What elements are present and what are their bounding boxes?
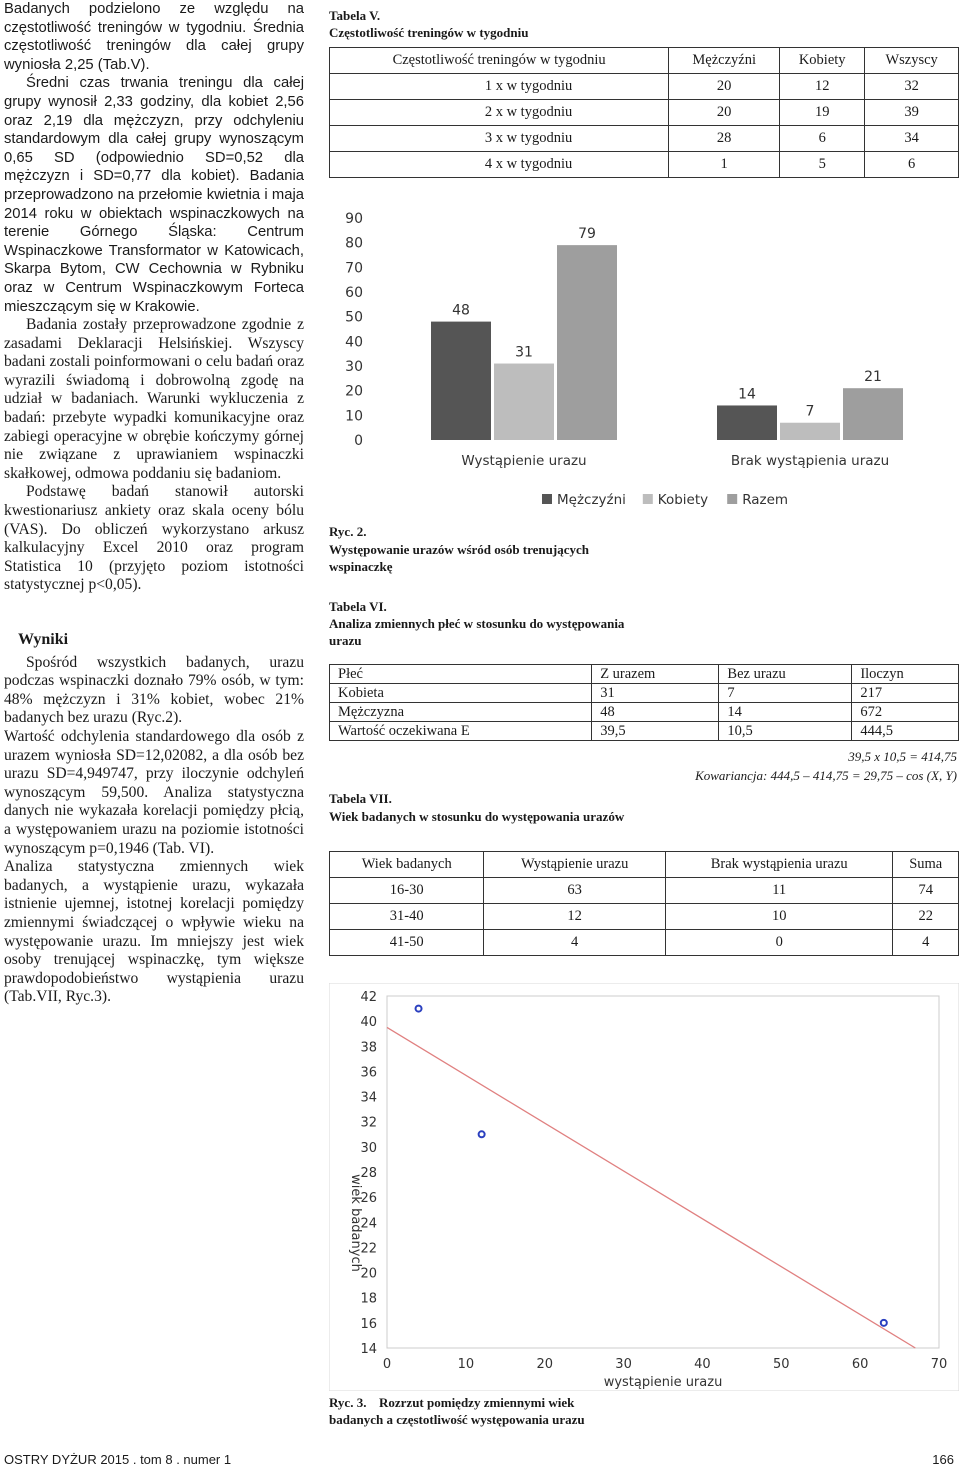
- y-tick-label: 0: [354, 433, 363, 449]
- x-tick-label: 50: [773, 1357, 790, 1372]
- table-cell: 5: [780, 152, 865, 178]
- bar-data-label: 31: [515, 344, 533, 361]
- table-cell: 11: [665, 878, 893, 904]
- legend-entry: Mężczyźni: [557, 492, 626, 508]
- table-row: [330, 152, 959, 178]
- bar: [843, 388, 903, 440]
- y-tick-label: 22: [360, 1241, 377, 1257]
- table6-header: Z urazem: [592, 665, 719, 684]
- fig2-caption: Występowanie urazów wśród osób trenujących wspinaczkę: [329, 542, 589, 574]
- table-cell: 39,5: [592, 722, 719, 741]
- left-column: [4, 0, 304, 1007]
- table-cell: 444,5: [852, 722, 959, 741]
- table7-title: Wiek badanych w stosunku do występowania urazów: [329, 809, 625, 824]
- y-tick-label: 90: [345, 211, 363, 227]
- table-cell: 217: [852, 684, 959, 703]
- table7-header: Wystąpienie urazu: [484, 852, 666, 878]
- paragraph-ethics: Badania zostały przeprowadzone zgodnie z zasadami Deklaracji Helsińskiej. Wszyscy badani zostali poinformowani o celu badań oraz wyrazili świadomą i dobrowolną zgodę na udział w badaniach. Warunki wykluczenia z badań: przebyte wypadki komunikacyjne oraz zabiegi operacyjne w obrębie kończymy górnej nie związane z uprawianiem wspinaczki skałkowej, odmowa poddaniu się badaniom.: [4, 316, 304, 482]
- y-axis-label: wiek badanych: [348, 1174, 363, 1272]
- scatter-point: [479, 1131, 485, 1137]
- table-cell: 6: [865, 152, 959, 178]
- y-tick-label: 40: [360, 1015, 377, 1031]
- y-tick-label: 30: [345, 359, 363, 375]
- scatter-point: [416, 1006, 422, 1012]
- y-tick-label: 38: [360, 1040, 377, 1056]
- table7: [329, 851, 959, 956]
- table-cell: 31: [592, 684, 719, 703]
- paragraph-results-injury: Spośród wszystkich badanych, urazu podczas wspinaczki doznało 79% osób, w tym: 48% mężczyzn i 31% kobiet, wobec 21% badanych bez urazu (Ryc.2).: [4, 653, 304, 727]
- x-category-label: Wystąpienie urazu: [461, 453, 587, 469]
- table7-header: Suma: [893, 852, 959, 878]
- y-tick-label: 34: [360, 1090, 377, 1106]
- table5-header: Wszyscy: [865, 48, 959, 74]
- table-cell: 20: [669, 74, 780, 100]
- y-tick-label: 70: [345, 260, 363, 277]
- paragraph-tools: Podstawę badań stanowił autorski kwestionariusz ankiety oraz skala oceny bólu (VAS). Do obliczeń wykorzystano arkusz kalkulacyjny Excel 2010 oraz program Statistica 10 (przyjęto poziom istotności statystycznej p<0,05).: [4, 483, 304, 594]
- y-tick-label: 28: [360, 1166, 377, 1181]
- y-tick-label: 60: [345, 285, 363, 301]
- y-tick-label: 18: [360, 1291, 377, 1307]
- y-tick-label: 26: [360, 1191, 377, 1207]
- x-tick-label: 0: [382, 1357, 392, 1372]
- table-row: [330, 703, 959, 722]
- table-row: [330, 722, 959, 741]
- bar: [431, 322, 491, 440]
- table-cell: 3 x w tygodniu: [330, 126, 669, 152]
- y-tick-label: 50: [345, 309, 363, 326]
- table-cell: 6: [780, 126, 865, 152]
- table6-title: Analiza zmiennych płeć w stosunku do występowania urazu: [329, 616, 625, 648]
- fig3-label: Ryc. 3.: [329, 1395, 367, 1410]
- y-tick-label: 80: [345, 235, 363, 252]
- x-tick-label: 30: [615, 1357, 632, 1372]
- table-row: [330, 126, 959, 152]
- table-cell: 12: [780, 74, 865, 100]
- bar: [780, 423, 840, 440]
- table-cell: Mężczyzna: [330, 703, 592, 722]
- bar-data-label: 79: [578, 226, 596, 243]
- x-category-label: Brak wystąpienia urazu: [730, 453, 890, 469]
- legend-swatch: [542, 494, 552, 504]
- legend-swatch: [727, 494, 737, 504]
- table-cell: 7: [719, 684, 852, 703]
- table5-header: Kobiety: [780, 48, 865, 74]
- table-row: [330, 930, 959, 956]
- scatter-chart: [329, 983, 959, 1391]
- y-tick-label: 14: [360, 1342, 377, 1357]
- y-tick-label: 30: [360, 1140, 377, 1156]
- bar-data-label: 21: [864, 369, 882, 386]
- table-cell: 34: [865, 126, 959, 152]
- bar-data-label: 48: [452, 302, 470, 319]
- table6-note-covariance: Kowariancja: 444,5 – 414,75 = 29,75 – cos (X, Y): [695, 768, 957, 783]
- y-tick-label: 36: [360, 1065, 377, 1081]
- table5-header: Częstotliwość treningów w tygodniu: [330, 48, 669, 74]
- table-row: [330, 100, 959, 126]
- table-cell: 4 x w tygodniu: [330, 152, 669, 178]
- table7-label: Tabela VII.: [329, 791, 392, 806]
- table-cell: 4: [484, 930, 666, 956]
- table-cell: Wartość oczekiwana E: [330, 722, 592, 741]
- scatter-point: [881, 1320, 887, 1326]
- table-cell: 74: [893, 878, 959, 904]
- table-row: [330, 684, 959, 703]
- x-tick-label: 70: [930, 1357, 948, 1372]
- y-tick-label: 40: [345, 334, 363, 351]
- footer-page-number: 166: [932, 1452, 954, 1467]
- table5: [329, 47, 959, 178]
- table7-header: Wiek badanych: [330, 852, 484, 878]
- table5-header-row: [330, 48, 959, 74]
- table6: [329, 664, 959, 741]
- table-cell: 14: [719, 703, 852, 722]
- table5-title: Częstotliwość treningów w tygodniu: [329, 25, 529, 40]
- table6-header: Bez urazu: [719, 665, 852, 684]
- table-row: [330, 74, 959, 100]
- x-tick-label: 40: [694, 1357, 711, 1372]
- legend-entry: Razem: [742, 492, 789, 508]
- table-cell: 2 x w tygodniu: [330, 100, 669, 126]
- table-cell: 20: [669, 100, 780, 126]
- table-cell: 16-30: [330, 878, 484, 904]
- x-tick-label: 60: [851, 1357, 869, 1372]
- x-tick-label: 10: [457, 1357, 475, 1372]
- table-cell: 28: [669, 126, 780, 152]
- table-cell: 4: [893, 930, 959, 956]
- y-tick-label: 20: [345, 383, 363, 400]
- table-cell: 39: [865, 100, 959, 126]
- y-tick-label: 42: [360, 990, 377, 1005]
- table5-header: Mężczyźni: [669, 48, 780, 74]
- x-axis-label: wystąpienie urazu: [603, 1375, 723, 1390]
- paragraph-results-sd: Wartość odchylenia standardowego dla osób z urazem wyniosła SD=12,02082, a dla osób bez urazu SD=4,949747, przy iloczynie odchyleń wynoszącym 59,500. Analiza statystyczna danych nie wykazała korelacji pomiędzy płcią, a występowaniem urazu na poziomie istotności wynoszącym p=0,1946 (Tab. VI).: [4, 727, 304, 857]
- heading-wyniki: Wyniki: [18, 631, 69, 648]
- table-cell: 12: [484, 904, 666, 930]
- plot-area: [387, 996, 939, 1348]
- bar: [557, 245, 617, 440]
- table6-note-product: 39,5 x 10,5 = 414,75: [848, 749, 957, 764]
- table5-label: Tabela V.: [329, 8, 381, 23]
- bar: [717, 405, 777, 440]
- table6-header: Płeć: [330, 665, 592, 684]
- x-tick-label: 20: [536, 1357, 553, 1372]
- fig2-label: Ryc. 2.: [329, 524, 367, 539]
- table-cell: 1 x w tygodniu: [330, 74, 669, 100]
- table-row: [330, 904, 959, 930]
- paragraph-methods: Średni czas trwania treningu dla całej grupy wynosił 2,33 godziny, dla kobiet 2,56 oraz 2,19 dla mężczyzn, przy odchyleniu standardowym dla całej grupy wynoszącym 0,65 SD (odpowiednio SD=0,52 dla mężczyzn i SD=0,77 dla kobiet). Badania przeprowadzono na przełomie kwietnia i maja 2014 roku w obiektach wspinaczkowych na terenie Górnego Śląska: Centrum Wspinaczkowe Transformator w Katowicach, Skarpa Bytom, CW Cechownia w Rybniku oraz w Centrum Wspinaczkowym Forteca mieszczącym się w Krakowie.: [4, 75, 304, 315]
- table-row: [330, 878, 959, 904]
- y-tick-label: 24: [360, 1216, 377, 1232]
- table-cell: 32: [865, 74, 959, 100]
- table7-header-row: [330, 852, 959, 878]
- legend-swatch: [643, 494, 653, 504]
- table-cell: 31-40: [330, 904, 484, 930]
- table-cell: 48: [592, 703, 719, 722]
- table-cell: 63: [484, 878, 666, 904]
- y-tick-label: 16: [360, 1316, 377, 1332]
- table-cell: 10,5: [719, 722, 852, 741]
- legend-entry: Kobiety: [657, 492, 709, 508]
- bar-chart: [329, 200, 959, 520]
- table-cell: 0: [665, 930, 893, 956]
- table6-label: Tabela VI.: [329, 599, 387, 614]
- table6-header: Iloczyn: [852, 665, 959, 684]
- bar-data-label: 14: [738, 386, 756, 403]
- table6-header-row: [330, 665, 959, 684]
- paragraph-intro: Badanych podzielono ze względu na częstotliwość treningów w tygodniu. Średnia częstotliwość treningów dla całej grupy wyniosła 2,25 (Tab.V).: [4, 1, 304, 73]
- fig3-caption: Rozrzut pomiędzy zmiennymi wiek badanych a częstotliwość występowania urazu: [329, 1395, 585, 1427]
- bar-data-label: 7: [805, 403, 815, 420]
- bar: [494, 364, 554, 440]
- table-cell: 672: [852, 703, 959, 722]
- table-cell: Kobieta: [330, 684, 592, 703]
- footer-journal: OSTRY DYŻUR 2015 . tom 8 . numer 1: [4, 1452, 232, 1467]
- table7-header: Brak wystąpienia urazu: [665, 852, 893, 878]
- table-cell: 10: [665, 904, 893, 930]
- y-tick-label: 20: [360, 1266, 377, 1282]
- y-tick-label: 32: [360, 1115, 377, 1131]
- y-tick-label: 10: [345, 408, 363, 425]
- table-cell: 1: [669, 152, 780, 178]
- paragraph-results-age: Analiza statystyczna zmiennych wiek badanych, a wystąpienie urazu, wykazała istnienie ujemnej, istotnej korelacji pomiędzy zmiennymi świadczącej o wpływie wieku na występowanie urazu. Im mniejszy jest wiek osoby trenującej wspinaczkę, tym większe prawdopodobieństwo wystąpienia urazu (Tab.VII, Ryc.3).: [4, 858, 304, 1006]
- table-cell: 22: [893, 904, 959, 930]
- table-cell: 41-50: [330, 930, 484, 956]
- table-cell: 19: [780, 100, 865, 126]
